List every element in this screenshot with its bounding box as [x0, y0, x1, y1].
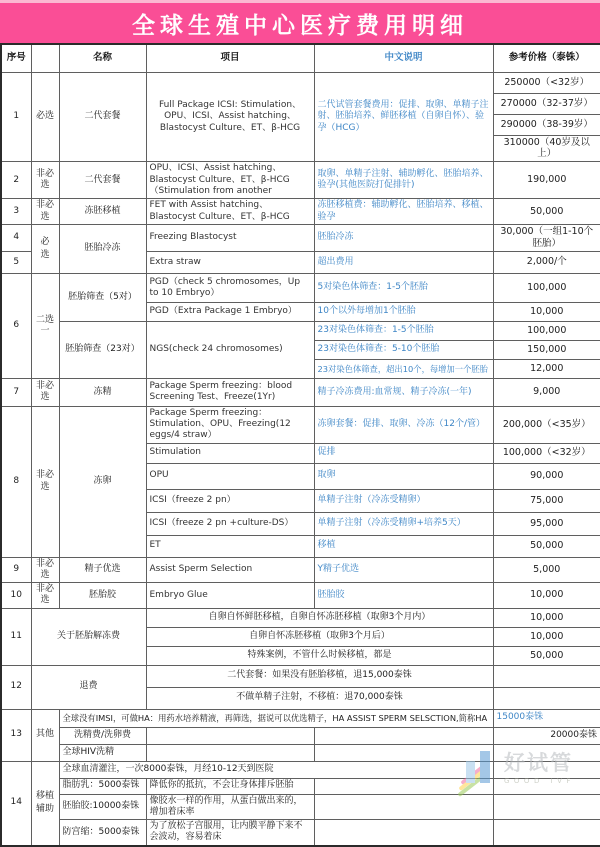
cell-r8-name: 冻卵 — [59, 406, 146, 557]
cell-r6-price-4: 12,000 — [493, 359, 600, 378]
cell-r2-item: OPU、ICSI、Assist hatching、Blastocyst Culture、ET、β-HCG（Stimulation from another — [146, 162, 314, 199]
cell-r12-price-1 — [493, 687, 600, 709]
logo-bar-dark — [480, 751, 490, 783]
col-header-no: 序号 — [1, 44, 31, 72]
cell-r9-item: Assist Sperm Selection — [146, 557, 314, 583]
cell-r4-name: 胚胎冷冻 — [59, 225, 146, 274]
cell-r8-price-5: 50,000 — [493, 535, 600, 557]
cell-r8-price-0: 200,000（<35岁） — [493, 406, 600, 443]
cell-r9-no: 9 — [1, 557, 31, 583]
cell-r14-sub1-extra — [314, 794, 493, 820]
logo-bar-light — [466, 761, 475, 783]
cell-r14-sub2-price — [493, 820, 600, 846]
cell-r8-desc-2: 取卵 — [314, 463, 493, 489]
cell-r10-price: 10,000 — [493, 583, 600, 609]
cell-r8-item-5: ET — [146, 535, 314, 557]
table-row — [1, 794, 600, 820]
cell-r2-desc: 取卵、单精子注射、辅助孵化、胚胎培养、验孕(其他医院打促排针) — [314, 162, 493, 199]
cell-r8-item-3: ICSI（freeze 2 pn） — [146, 489, 314, 512]
page-title: 全球生殖中心医疗费用明细 — [0, 3, 600, 43]
cell-r3-price: 50,000 — [493, 199, 600, 225]
cell-r3-sel: 非必选 — [31, 199, 59, 225]
cell-r9-name: 精子优选 — [59, 557, 146, 583]
table-row — [1, 378, 600, 406]
table-row — [1, 199, 600, 225]
cell-r13-line2-price: 20000泰铢 — [493, 727, 600, 744]
cell-r3-no: 3 — [1, 199, 31, 225]
cell-r7-name: 冻精 — [59, 378, 146, 406]
cell-r13-label: 其他 — [31, 709, 59, 761]
cell-r12-text-0: 二代套餐：如果没有胚胎移植，退15,000泰铢 — [146, 665, 493, 687]
cell-r13-line1-price: 15000泰铢 — [493, 709, 600, 727]
cell-r10-desc: 胚胎胶 — [314, 583, 493, 609]
cell-r2-no: 2 — [1, 162, 31, 199]
cell-r1-item: Full Package ICSI: Stimulation、OPU、ICSI、Assist hatching、Blastocyst Culture、ET、β-HCG — [146, 72, 314, 162]
cell-r3-name: 冻胚移植 — [59, 199, 146, 225]
cell-r3-item: FET with Assist hatching、Blastocyst Culture、ET、β-HCG — [146, 199, 314, 225]
cell-r6-name-5: 胚胎筛查（5对） — [59, 273, 146, 321]
cell-r14-sub1-price — [493, 794, 600, 820]
cell-r6-desc-4: 23对染色体筛查，超出10个，每增加一个胚胎 — [314, 359, 493, 378]
cell-r2-sel: 非必选 — [31, 162, 59, 199]
cell-r11-price-1: 10,000 — [493, 627, 600, 646]
table-row — [1, 709, 600, 727]
cell-r8-no: 8 — [1, 406, 31, 557]
table-row — [1, 820, 600, 846]
cell-r14-label-text: 移植辅助 — [35, 791, 54, 814]
cell-r10-sel: 非必选 — [31, 583, 59, 609]
cell-r4-sel-text: 必选 — [40, 237, 50, 260]
cell-r2-price: 190,000 — [493, 162, 600, 199]
cell-r14-label — [31, 761, 59, 846]
cell-r13-line3-name: 全球HIV洗精 — [59, 744, 146, 761]
table-row — [1, 665, 600, 687]
cell-r11-price-2: 50,000 — [493, 646, 600, 665]
cell-r8-desc-1: 促排 — [314, 443, 493, 463]
cell-r6-price-2: 100,000 — [493, 321, 600, 340]
cell-r11-label: 关于胚胎解冻费 — [31, 608, 146, 665]
cell-r4-sel — [31, 225, 59, 274]
cell-r1-sel: 必选 — [31, 72, 59, 162]
cell-r14-sub1-name: 胚胎胶:10000泰铢 — [59, 794, 146, 820]
cell-r4-desc: 胚胎冷冻 — [314, 225, 493, 252]
cell-r5-price: 2,000/个 — [493, 251, 600, 273]
fee-table — [0, 43, 600, 847]
watermark-name-en: GOOD IVF — [504, 777, 575, 785]
good-ivf-logo-icon — [464, 747, 498, 791]
col-header-desc: 中文说明 — [314, 44, 493, 72]
header-row — [1, 44, 600, 72]
cell-r6-desc-1: 10个以外每增加1个胚胎 — [314, 302, 493, 321]
table-row — [1, 162, 600, 199]
cell-r6-no: 6 — [1, 273, 31, 378]
table-row — [1, 727, 600, 744]
cell-r8-item-0: Package Sperm freezing：Stimulation、OPU、Freezing(12 eggs/4 straw） — [146, 406, 314, 443]
cell-r8-item-1: Stimulation — [146, 443, 314, 463]
cell-r12-price-0 — [493, 665, 600, 687]
cell-r14-no: 14 — [1, 761, 31, 846]
cell-r7-no: 7 — [1, 378, 31, 406]
watermark-name-cn: 好试管 — [504, 751, 573, 775]
cell-r12-label: 退费 — [31, 665, 146, 709]
cell-r1-price-1: 270000（32-37岁） — [493, 93, 600, 114]
table-row — [1, 273, 600, 302]
cell-r6-price-1: 10,000 — [493, 302, 600, 321]
cell-r6-sel: 二选一 — [31, 273, 59, 378]
cell-r11-text-1: 自卵自怀冻胚移植（取卵3个月后） — [146, 627, 493, 646]
cell-r13-line3-item — [146, 744, 314, 761]
table-row — [1, 608, 600, 627]
cell-r7-price: 9,000 — [493, 378, 600, 406]
cell-r7-item: Package Sperm freezing：blood Screening Test、Freeze(1Yr) — [146, 378, 314, 406]
cell-r13-line2-name: 洗精费/洗卵费 — [59, 727, 146, 744]
cell-r8-desc-4: 单精子注射（冷冻受精卵+培养5天） — [314, 512, 493, 535]
cell-r8-sel: 非必选 — [31, 406, 59, 557]
cell-r12-text-1: 不做单精子注射，不移植：退70,000泰铢 — [146, 687, 493, 709]
cell-r13-line2-desc — [314, 727, 493, 744]
cell-r9-sel: 非必选 — [31, 557, 59, 583]
cell-r6-item-pgd2: PGD（Extra Package 1 Embryo） — [146, 302, 314, 321]
cell-r6-desc-3: 23对染色体筛查：5-10个胚胎 — [314, 340, 493, 359]
cell-r14-sub0-name: 脂肪乳：5000泰铢 — [59, 778, 146, 794]
cell-r1-desc: 二代试管套餐费用：促排、取卵、单精子注射、胚胎培养、鲜胚移植（自卵自怀）、验孕（HCG） — [314, 72, 493, 162]
cell-r7-desc: 精子冷冻费用:血常规、精子冷冻(一年) — [314, 378, 493, 406]
cell-r1-no: 1 — [1, 72, 31, 162]
cell-r6-item-pgd1: PGD（check 5 chromosomes，Up to 10 Embryo） — [146, 273, 314, 302]
cell-r8-price-2: 90,000 — [493, 463, 600, 489]
cell-r12-no: 12 — [1, 665, 31, 709]
cell-r9-desc: Y精子优选 — [314, 557, 493, 583]
cell-r11-price-0: 10,000 — [493, 608, 600, 627]
cell-r1-price-3: 310000（40岁及以上） — [493, 135, 600, 162]
cell-r8-price-3: 75,000 — [493, 489, 600, 512]
cell-r13-line1: 全球没有IMSI，可做HA：用药水培养精液，再筛选，据说可以优选精子，HA ASSIST SPERM SELSCTION,简称HA — [59, 709, 493, 727]
cell-r6-item-ngs: NGS(check 24 chromosomes) — [146, 321, 314, 378]
cell-r14-sub2-extra — [314, 820, 493, 846]
cell-r1-name: 二代套餐 — [59, 72, 146, 162]
cell-r2-name: 二代套餐 — [59, 162, 146, 199]
cell-r10-name: 胚胎胶 — [59, 583, 146, 609]
cell-r8-desc-5: 移植 — [314, 535, 493, 557]
cell-r6-name-23: 胚胎筛查（23对） — [59, 321, 146, 378]
cell-r10-no: 10 — [1, 583, 31, 609]
table-row — [1, 72, 600, 93]
cell-r8-desc-0: 冻卵套餐：促排、取卵、冷冻（12个/管） — [314, 406, 493, 443]
cell-r8-price-4: 95,000 — [493, 512, 600, 535]
cell-r11-no: 11 — [1, 608, 31, 665]
cell-r14-sub0-desc: 降低你的抵抗，不会让身体排斥胚胎 — [146, 778, 314, 794]
cell-r6-desc-2: 23对染色体筛查：1-5个胚胎 — [314, 321, 493, 340]
cell-r4-no: 4 — [1, 225, 31, 252]
cell-r5-no: 5 — [1, 251, 31, 273]
cell-r13-line2-item — [146, 727, 314, 744]
col-header-item: 项目 — [146, 44, 314, 72]
table-row — [1, 225, 600, 252]
col-header-name: 名称 — [59, 44, 146, 72]
cell-r14-sub2-desc: 为了放松子宫服用，让内膜平静下来不会波动，容易着床 — [146, 820, 314, 846]
cell-r8-desc-3: 单精子注射（冷冻受精卵） — [314, 489, 493, 512]
col-header-price: 参考价格（泰铢） — [493, 44, 600, 72]
table-row — [1, 406, 600, 443]
cell-r1-price-0: 250000（<32岁） — [493, 72, 600, 93]
cell-r10-item: Embryo Glue — [146, 583, 314, 609]
table-row — [1, 321, 600, 340]
cell-r8-item-2: OPU — [146, 463, 314, 489]
cell-r4-item: Freezing Blastocyst — [146, 225, 314, 252]
watermark-logo — [464, 746, 594, 792]
cell-r14-sub2-name: 防宫缩：5000泰铢 — [59, 820, 146, 846]
cell-r4-price: 30,000（一组1-10个胚胎） — [493, 225, 600, 252]
cell-r9-price: 5,000 — [493, 557, 600, 583]
cell-r14-sub1-desc: 像胶水一样的作用，从蛋白做出来的，增加着床率 — [146, 794, 314, 820]
cell-r13-no: 13 — [1, 709, 31, 761]
cell-r7-sel: 非必选 — [31, 378, 59, 406]
cell-r11-text-2: 特殊案例，不管什么时候移植，都是 — [146, 646, 493, 665]
cell-r5-desc: 超出费用 — [314, 251, 493, 273]
cell-r8-price-1: 100,000（<32岁） — [493, 443, 600, 463]
cell-r6-desc-0: 5对染色体筛查：1-5个胚胎 — [314, 273, 493, 302]
col-header-sel — [31, 44, 59, 72]
cell-r5-item: Extra straw — [146, 251, 314, 273]
cell-r6-price-0: 100,000 — [493, 273, 600, 302]
watermark-text — [504, 753, 575, 785]
cell-r3-desc: 冻胚移植费：辅助孵化、胚胎培养、移植、验孕 — [314, 199, 493, 225]
cell-r6-price-3: 150,000 — [493, 340, 600, 359]
table-row — [1, 557, 600, 583]
cell-r8-item-4: ICSI（freeze 2 pn +culture-DS） — [146, 512, 314, 535]
cell-r14-line1: 全球血清灌注，一次8000泰铢，月经10-12天到医院 — [59, 761, 493, 778]
cell-r11-text-0: 自卵自怀鲜胚移植，自卵自怀冻胚移植（取卵3个月内） — [146, 608, 493, 627]
table-row — [1, 583, 600, 609]
cell-r1-price-2: 290000（38-39岁） — [493, 114, 600, 135]
